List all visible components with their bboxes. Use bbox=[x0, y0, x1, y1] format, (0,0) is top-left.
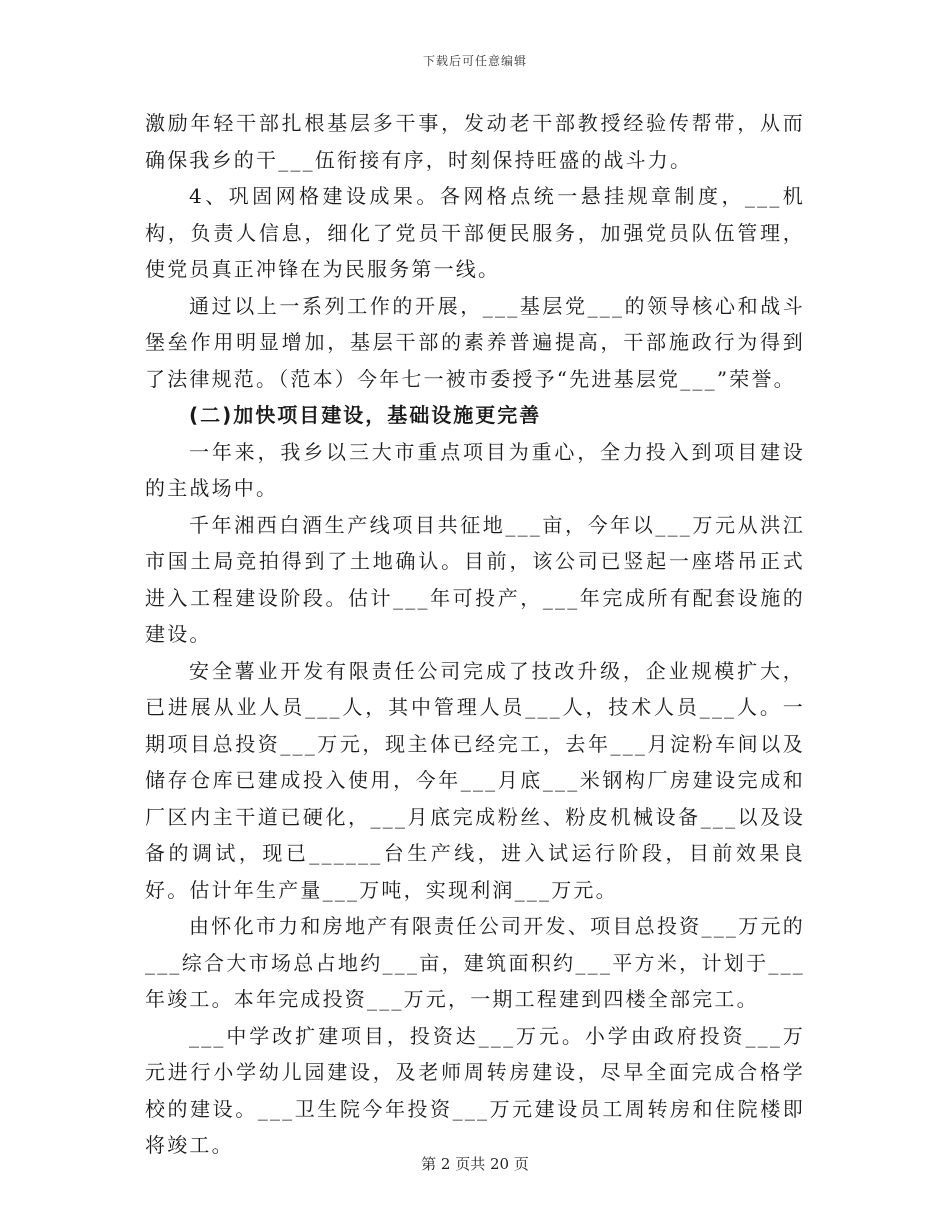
paragraph: 通过以上一系列工作的开展，___基层党___的领导核心和战斗堡垒作用明显增加，基层干部的素养普遍提高，干部施政行为得到了法律规范。（范本）今年七一被市委授予“先进基层党___”荣誉。 bbox=[145, 293, 805, 391]
document-body bbox=[145, 105, 805, 1164]
paragraph: 激励年轻干部扎根基层多干事，发动老干部教授经验传帮带，从而确保我乡的干___伍衔接有序，时刻保持旺盛的战斗力。 bbox=[145, 111, 805, 172]
paragraph: ___中学改扩建项目，投资达___万元。小学由政府投资___万元进行小学幼儿园建设，及老师周转房建设，尽早全面完成合格学校的建设。___卫生院今年投资___万元建设员工周转房和住院楼即将竣工。 bbox=[145, 1023, 805, 1157]
paragraph: 千年湘西白酒生产线项目共征地___亩，今年以___万元从洪江市国土局竞拍得到了土地确认。目前，该公司已竖起一座塔吊正式进入工程建设阶段。估计___年可投产，___年完成所有配套设施的建设。 bbox=[145, 512, 805, 646]
paragraph: 一年来，我乡以三大市重点项目为重心，全力投入到项目建设的主战场中。 bbox=[145, 439, 805, 500]
paragraph: 安全薯业开发有限责任公司完成了技改升级，企业规模扩大，已进展从业人员___人，其中管理人员___人，技术人员___人。一期项目总投资___万元，现主体已经完工，去年___月淀粉车间以及储存仓库已建成投入使用，今年___月底___米钢构厂房建设完成和厂区内主干道已硬化，___月底完成粉丝、粉皮机械设备___以及设备的调试，现已______台生产线，进入试运行阶段，目前效果良好。估计年生产量___万吨，实现利润___万元。 bbox=[145, 658, 805, 902]
header-note: 下载后可任意编辑 bbox=[422, 54, 527, 68]
page-footer: 第 2 页共 20 页 bbox=[421, 1155, 529, 1173]
section-heading: (二)加快项目建设，基础设施更完善 bbox=[189, 403, 542, 427]
paragraph: 由怀化市力和房地产有限责任公司开发、项目总投资___万元的___综合大市场总占地约___亩，建筑面积约___平方米，计划于___年竣工。本年完成投资___万元，一期工程建到四楼全部完工。 bbox=[145, 914, 805, 1011]
paragraph: 4、巩固网格建设成果。各网格点统一悬挂规章制度，___机构，负责人信息，细化了党员干部便民服务，加强党员队伍管理，使党员真正冲锋在为民服务第一线。 bbox=[145, 184, 805, 281]
